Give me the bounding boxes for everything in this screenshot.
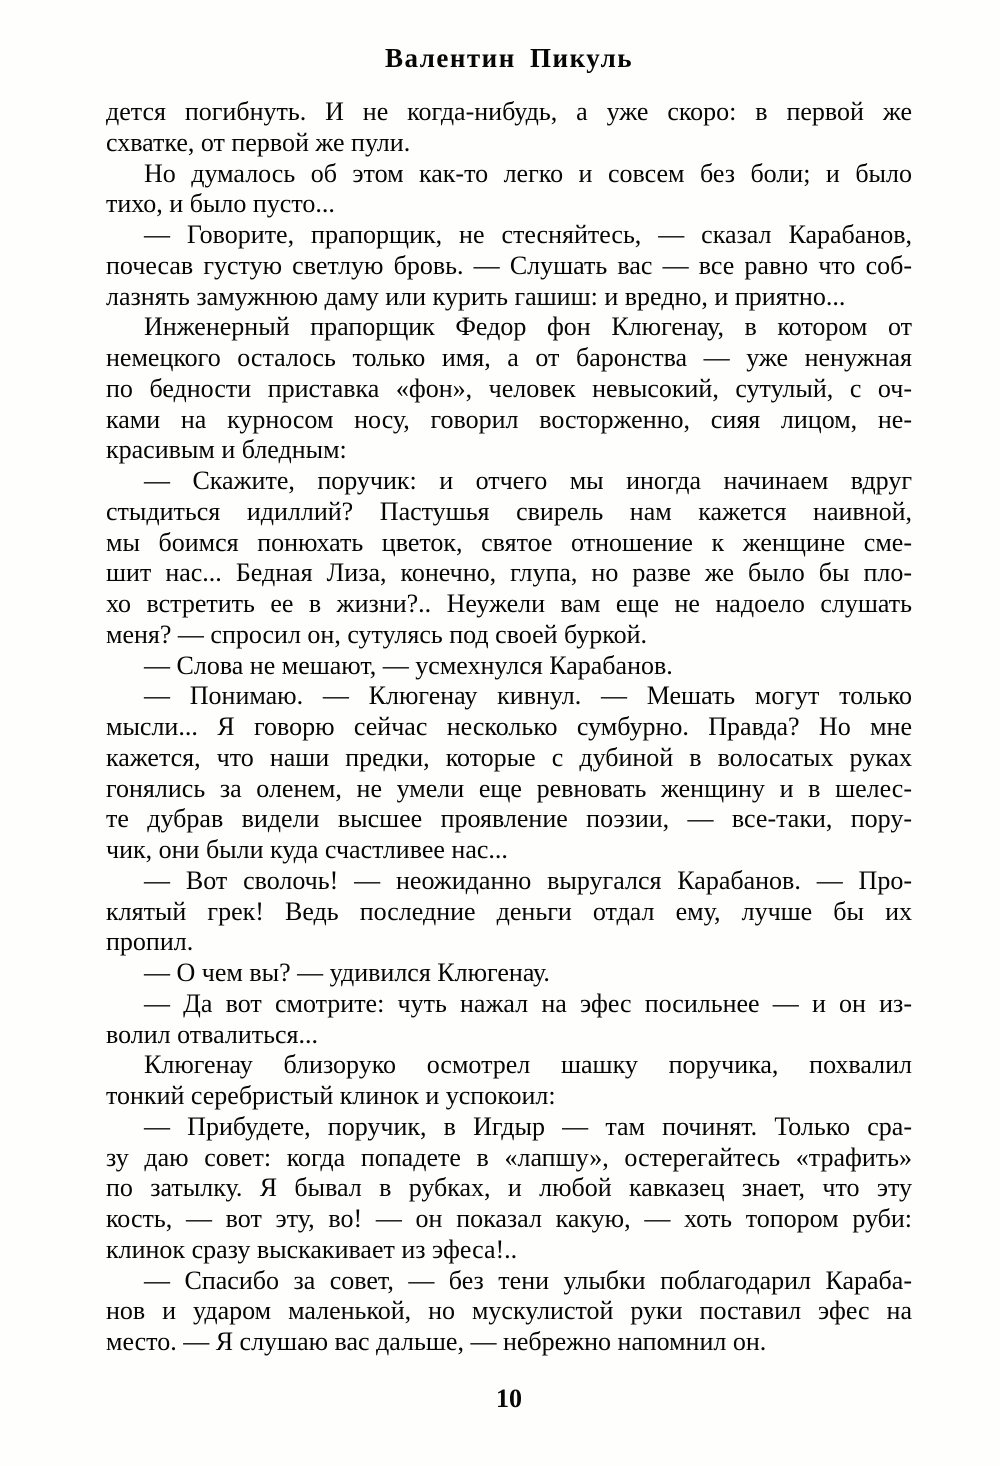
paragraph xyxy=(106,466,912,651)
text-line: кость, — вот эту, во! — он показал какую, — хоть топором руби: xyxy=(106,1204,912,1233)
text-line: схватке, от первой же пули. xyxy=(106,127,411,157)
text-line: гонялись за оленем, не умели еще ревновать женщину и в шелес- xyxy=(106,773,912,803)
text-line: — Вот сволочь! — неожиданно выругался Карабанов. — Про- xyxy=(144,865,912,895)
text-line: чик, они были куда счастливее нас... xyxy=(106,835,508,864)
text-line: — Спасибо за совет, — без тени улыбки поблагодарил Караба- xyxy=(144,1265,912,1295)
text-line: те дубрав видели высшее проявление поэзии, — все-таки, пору- xyxy=(106,804,912,834)
text-line: клятый грек! Ведь последние деньги отдал ему, лучше бы их xyxy=(106,896,912,926)
paragraph xyxy=(106,159,912,221)
paragraph xyxy=(106,866,912,958)
text-line: по затылку. Я бывал в рубках, и любой кавказец знает, что эту xyxy=(106,1173,912,1203)
text-line: тонкий серебристый клинок и успокоил: xyxy=(106,1081,556,1110)
text-line: Но думалось об этом как-то легко и совсем без боли; и было xyxy=(144,158,912,188)
paragraph xyxy=(106,312,912,466)
text-line: — Да вот смотрите: чуть нажал на эфес посильнее — и он из- xyxy=(144,988,912,1018)
paragraph xyxy=(106,1112,912,1266)
text-line: — Говорите, прапорщик, не стесняйтесь, — сказал Карабанов, xyxy=(144,220,912,249)
paragraph xyxy=(106,1050,912,1112)
text-line: по бедности приставка «фон», человек невысокий, сутулый, с оч- xyxy=(106,373,912,403)
text-line: тихо, и было пусто... xyxy=(106,189,335,219)
paragraph xyxy=(106,1266,912,1358)
text-line: немецкого осталось только имя, а от баронства — уже ненужная xyxy=(106,343,912,372)
paragraph xyxy=(106,681,912,866)
text-block xyxy=(106,97,912,1358)
paragraph xyxy=(106,97,912,159)
text-line: мы боимся понюхать цветок, святое отношение к женщине сме- xyxy=(106,527,912,557)
text-line: шит нас... Бедная Лиза, конечно, глупа, но разве же было бы пло- xyxy=(106,558,912,588)
text-line: лазнять замужнюю даму или курить гашиш: и вредно, и приятно... xyxy=(106,281,846,311)
text-line: стыдиться идиллий? Пастушья свирель нам кажется наивной, xyxy=(106,496,912,526)
text-line: хо встретить ее в жизни?.. Неужели вам еще не надоело слушать xyxy=(106,589,912,618)
text-line: ками на курносом носу, говорил восторженно, сияя лицом, не- xyxy=(106,404,912,434)
text-line: дется погибнуть. И не когда-нибудь, а уже скоро: в первой же xyxy=(106,97,912,126)
text-line: Клюгенау близоруко осмотрел шашку поручика, похвалил xyxy=(144,1050,912,1080)
text-line: нов и ударом маленькой, но мускулистой руки поставил эфес на xyxy=(106,1296,912,1326)
paragraph xyxy=(106,651,912,682)
text-line: пропил. xyxy=(106,927,194,957)
text-line: — Прибудете, поручик, в Игдыр — там починят. Только сра- xyxy=(144,1111,912,1141)
text-line: волил отвалиться... xyxy=(106,1019,318,1049)
paragraph xyxy=(106,989,912,1051)
text-line: мысли... Я говорю сейчас несколько сумбурно. Правда? Но мне xyxy=(106,712,912,741)
text-line: — О чем вы? — удивился Клюгенау. xyxy=(144,958,550,987)
text-line: место. — Я слушаю вас дальше, — небрежно напомнил он. xyxy=(106,1327,767,1356)
text-line: кажется, что наши предки, которые с дубиной в волосатых руках xyxy=(106,742,912,772)
paragraph xyxy=(106,220,912,312)
text-line: — Скажите, поручик: и отчего мы иногда начинаем вдруг xyxy=(144,466,912,495)
text-line: — Слова не мешают, — усмехнулся Карабанов. xyxy=(144,650,673,680)
text-line: почесав густую светлую бровь. — Слушать вас — все равно что соб- xyxy=(106,250,912,280)
paragraph xyxy=(106,958,912,989)
text-line: — Понимаю. — Клюгенау кивнул. — Мешать могут только xyxy=(144,681,912,711)
text-line: Инженерный прапорщик Федор фон Клюгенау, в котором от xyxy=(144,312,912,342)
text-line: зу даю совет: когда попадете в «лапшу», остерегайтесь «трафить» xyxy=(106,1142,912,1172)
text-line: клинок сразу выскакивает из эфеса!.. xyxy=(106,1234,518,1264)
page-number: 10 xyxy=(496,1384,522,1413)
running-head-author: Валентин Пикуль xyxy=(384,43,634,73)
text-line: красивым и бледным: xyxy=(106,435,347,465)
text-line: меня? — спросил он, сутулясь под своей буркой. xyxy=(106,619,648,649)
